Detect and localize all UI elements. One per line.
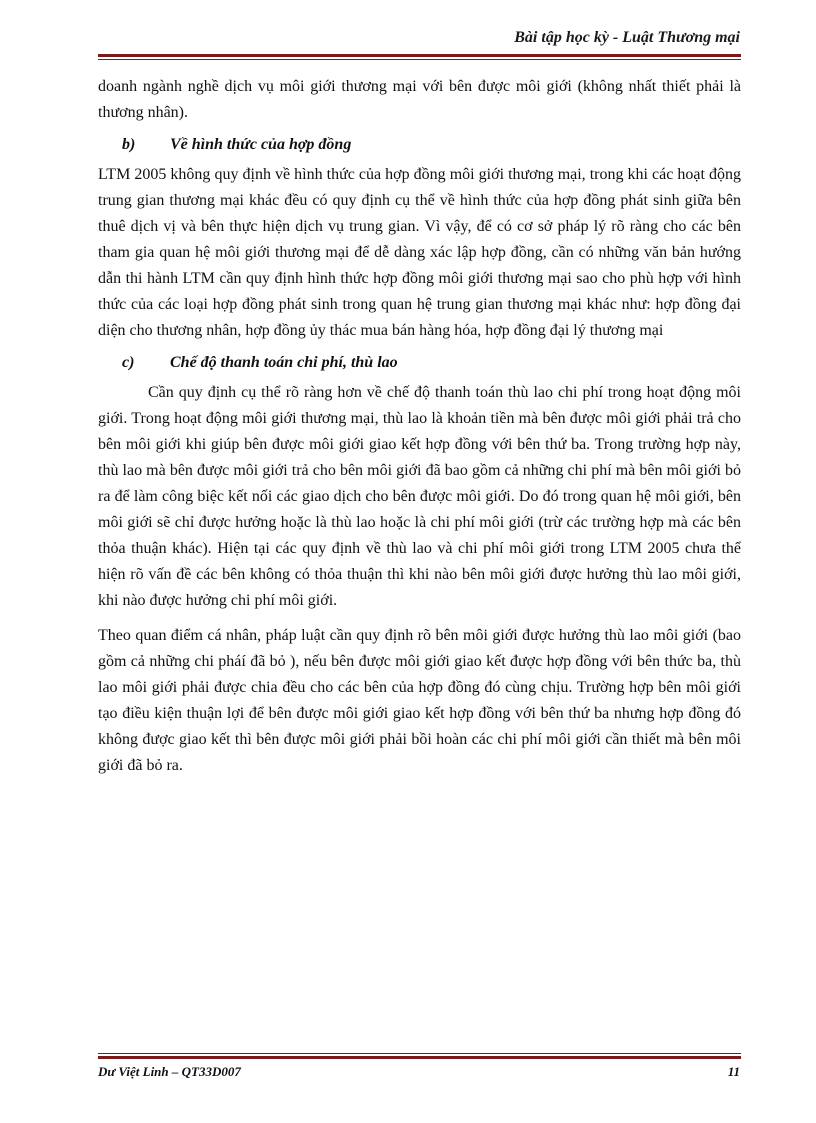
section-heading-b-text: Về hình thức của hợp đồng: [170, 136, 352, 153]
section-heading-b-letter: b): [122, 136, 136, 153]
page-number: 11: [727, 1064, 740, 1079]
section-heading-b: [98, 132, 741, 158]
section-heading-c-text: Chế độ thanh toán chi phí, thù lao: [170, 354, 398, 371]
paragraph-0: doanh ngành nghề dịch vụ môi giới thương mại với bên được môi giới (không nhất thiết phải là thương nhân).: [98, 78, 741, 121]
section-heading-c-letter: c): [122, 354, 135, 371]
body-content: [98, 74, 741, 779]
footer-rule: [98, 1053, 741, 1059]
footer-author: Dư Việt Linh – QT33D007: [98, 1064, 241, 1079]
paragraph-3: Theo quan điểm cá nhân, pháp luật cần quy định rõ bên môi giới được hưởng thù lao môi giới (bao gồm cả những chi pháí đã bỏ ), nếu bên được môi giới giao kết được hợp đồng với bên thức ba, thù lao môi giới phải được chia đều cho các bên của hợp đồng đó cùng chịu. Trường hợp bên môi giới tạo điều kiện thuận lợi để bên được môi giới giao kết hợp đồng với bên thứ ba nhưng hợp đồng đó không được giao kết thì bên được môi giới phải bồi hoàn các chi phí môi giới cần thiết mà bên môi giới đã bỏ ra.: [98, 627, 741, 774]
header-title: Bài tập học kỳ - Luật Thương mại: [514, 29, 740, 46]
paragraph-2: Cần quy định cụ thể rõ ràng hơn về chế độ thanh toán thù lao chi phí trong hoạt động môi giới. Trong hoạt động môi giới thương mại, thù lao là khoản tiền mà bên được môi giới phải trả cho bên môi giới khi giúp bên được môi giới giao kết hợp đồng với bên thứ ba. Trong trường hợp này, thù lao mà bên được môi giới trả cho bên môi giới đã bao gồm cả những chi phí mà bên môi giới bỏ ra để làm công biệc kết nối các giao dịch cho bên được môi giới. Do đó trong quan hệ môi giới, bên môi giới sẽ chỉ được hưởng hoặc là thù lao hoặc là chi phí môi giới (trừ các trường hợp mà các bên thỏa thuận khác). Hiện tại các quy định về thù lao và chi phí môi giới trong LTM 2005 chưa thể hiện rõ vấn đề các bên không có thỏa thuận thì khi nào bên môi giới được hưởng thù lao môi giới, khi nào được hưởng chi phí môi giới.: [98, 384, 741, 609]
paragraph-1: LTM 2005 không quy định về hình thức của hợp đồng môi giới thương mại, trong khi các hoạt động trung gian thương mại khác đều có quy định cụ thể về hình thức của hợp đồng phát sinh giữa bên thuê dịch vị và bên thực hiện dịch vụ trung gian. Vì vậy, để có cơ sở pháp lý rõ ràng cho các bên tham gia quan hệ môi giới thương mại để dễ dàng xác lập hợp đồng, cần có những văn bản hướng dẫn thi hành LTM cần quy định hình thức hợp đồng môi giới thương mại sao cho phù hợp với hình thức của các loại hợp đồng phát sinh trong quan hệ trung gian thương mại khác như: hợp đồng đại diện cho thương nhân, hợp đồng ủy thác mua bán hàng hóa, hợp đồng đại lý thương mại: [98, 166, 741, 339]
section-heading-c: [98, 350, 741, 376]
header-rule: [98, 54, 741, 60]
